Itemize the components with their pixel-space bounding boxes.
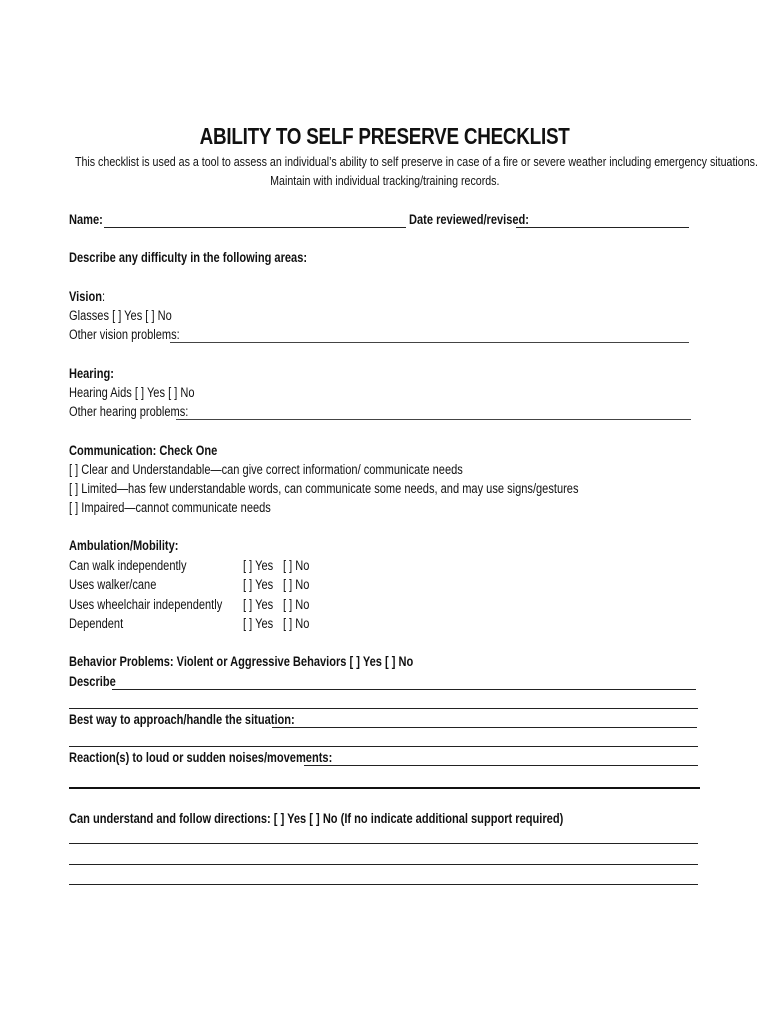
reaction-field[interactable] bbox=[304, 753, 698, 766]
communication-option-limited[interactable]: [ ] Limited—has few understandable words, can communicate some needs, and may use signs/gestures bbox=[69, 481, 579, 496]
hearing-heading: Hearing: bbox=[69, 366, 114, 381]
communication-option-clear[interactable]: [ ] Clear and Understandable—can give correct information/ communicate needs bbox=[69, 462, 463, 477]
name-field-label: Name: bbox=[69, 212, 103, 227]
ambulation-no-checkbox[interactable]: [ ] No bbox=[283, 577, 310, 592]
ambulation-no-checkbox[interactable]: [ ] No bbox=[283, 616, 310, 631]
hearing-aids[interactable]: Hearing Aids [ ] Yes [ ] No bbox=[69, 385, 195, 400]
approach-continuation-line[interactable] bbox=[69, 746, 698, 747]
ambulation-yes-checkbox[interactable]: [ ] Yes bbox=[243, 577, 274, 592]
ambulation-row-label: Can walk independently bbox=[69, 558, 187, 573]
ambulation-yes-checkbox[interactable]: [ ] Yes bbox=[243, 558, 274, 573]
communication-heading: Communication: Check One bbox=[69, 443, 218, 458]
date-field-label: Date reviewed/revised: bbox=[409, 212, 529, 227]
vision-other-label: Other vision problems: bbox=[69, 327, 180, 342]
communication-option-impaired[interactable]: [ ] Impaired—cannot communicate needs bbox=[69, 500, 271, 515]
describe-heading: Describe any difficulty in the following areas: bbox=[69, 250, 308, 265]
vision-glasses[interactable]: Glasses [ ] Yes [ ] No bbox=[69, 308, 172, 323]
page-title: ABILITY TO SELF PRESERVE CHECKLIST bbox=[200, 123, 570, 149]
behavior-heading: Behavior Problems: Violent or Aggressive Behaviors [ ] Yes [ ] No bbox=[69, 654, 414, 669]
vision-heading: Vision: bbox=[69, 289, 106, 304]
hearing-other-field[interactable] bbox=[176, 407, 691, 420]
ambulation-row-label: Uses wheelchair independently bbox=[69, 597, 223, 612]
ambulation-no-checkbox[interactable]: [ ] No bbox=[283, 597, 310, 612]
directions-line-1[interactable] bbox=[69, 843, 698, 844]
hearing-other-label: Other hearing problems: bbox=[69, 404, 189, 419]
ambulation-row-label: Uses walker/cane bbox=[69, 577, 157, 592]
describe-continuation-line[interactable] bbox=[69, 708, 698, 709]
subtitle-line-2: Maintain with individual tracking/training records. bbox=[270, 173, 500, 188]
ambulation-yes-checkbox[interactable]: [ ] Yes bbox=[243, 616, 274, 631]
name-field[interactable] bbox=[104, 214, 406, 228]
section-divider bbox=[69, 787, 700, 789]
reaction-label: Reaction(s) to loud or sudden noises/movements: bbox=[69, 750, 333, 765]
date-field[interactable] bbox=[516, 214, 689, 228]
approach-field[interactable] bbox=[272, 715, 697, 728]
ambulation-yes-checkbox[interactable]: [ ] Yes bbox=[243, 597, 274, 612]
approach-label: Best way to approach/handle the situation: bbox=[69, 712, 295, 727]
directions-line-3[interactable] bbox=[69, 884, 698, 885]
behavior-describe-field[interactable] bbox=[112, 677, 696, 690]
directions-line-2[interactable] bbox=[69, 864, 698, 865]
directions-label: Can understand and follow directions: [ ] Yes [ ] No (If no indicate additional support required) bbox=[69, 811, 564, 826]
subtitle-line-1: This checklist is used as a tool to assess an individual’s ability to self preserve in case of a fire or severe weather including emergency situations. bbox=[74, 154, 758, 169]
ambulation-row-label: Dependent bbox=[69, 616, 124, 631]
ambulation-no-checkbox[interactable]: [ ] No bbox=[283, 558, 310, 573]
behavior-describe-label: Describe bbox=[69, 674, 116, 689]
ambulation-heading: Ambulation/Mobility: bbox=[69, 538, 179, 553]
vision-other-field[interactable] bbox=[170, 330, 689, 343]
